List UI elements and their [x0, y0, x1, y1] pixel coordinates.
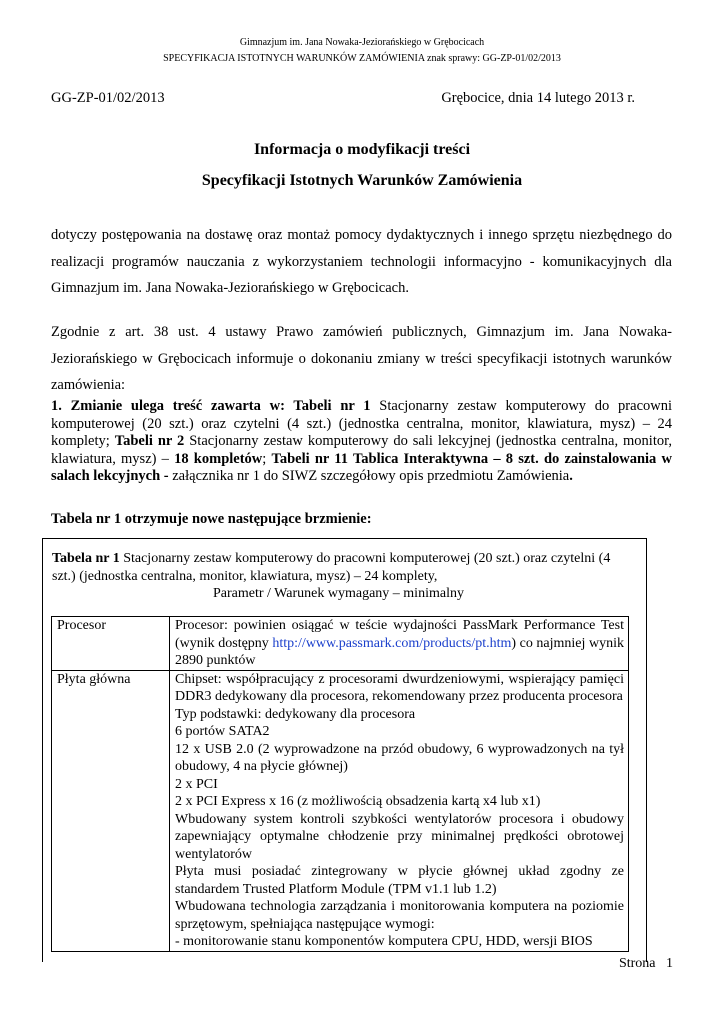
intro-paragraph: dotyczy postępowania na dostawę oraz montaż pomocy dydaktycznych i innego sprzętu niezbędnego do realizacji programów nauczania z wykorzystaniem technologii informacyjno - komunikacyjnych dla Gimnazjum im. Jana Nowaka-Jeziorańskiego w Grębocicach. — [51, 227, 672, 296]
reference-number: GG-ZP-01/02/2013 — [51, 90, 165, 106]
spec-line: Wbudowany system kontroli szybkości wentylatorów procesora i obudowy zapewniający optymalne chłodzenie przy minimalnej prędkości obrotowej wentylatorów — [175, 811, 624, 862]
spec-line: - monitorowanie stanu komponentów komputera CPU, HDD, wersji BIOS — [175, 934, 593, 949]
table-row — [52, 670, 629, 951]
row-value — [170, 617, 629, 671]
row-value — [170, 670, 629, 951]
table-caption — [52, 550, 625, 603]
spec-line: Płyta musi posiadać zintegrowany w płycie głównej układ zgodny ze standardem Trusted Platform Module (TPM v1.1 lub 1.2) — [175, 864, 624, 897]
change-bold-1: 18 kompletów — [174, 450, 263, 467]
spec-table-frame — [42, 538, 647, 962]
page-number: 1 — [666, 956, 673, 971]
spec-line: Chipset: współpracujący z procesorami dwurdzeniowymi, wspierający pamięci DDR3 dedykowany dla procesora, rekomendowany przez producenta procesora — [175, 671, 624, 704]
change-text-3: ; — [262, 450, 272, 467]
document-title: Informacja o modyfikacji treści — [253, 141, 471, 158]
header-school: Gimnazjum im. Jana Nowaka-Jeziorańskiego w Grębocicach — [239, 37, 485, 48]
header-spec: SPECYFIKACJA ISTOTNYCH WARUNKÓW ZAMÓWIENIA znak sprawy: GG-ZP-01/02/2013 — [163, 53, 561, 64]
spec-line: 2 x PCI Express x 16 (z możliwością obsadzenia kartą x4 lub x1) — [175, 794, 541, 809]
change-table2-label: Tabeli nr 2 — [114, 433, 185, 449]
table-heading: Tabela nr 1 otrzymuje nowe następujące brzmienie: — [51, 511, 372, 527]
change-lead: 1. Zmianie ulega treść zawarta w: Tabeli nr 1 — [51, 398, 371, 414]
spec-line: 6 portów SATA2 — [175, 724, 270, 739]
row-label: Procesor — [52, 617, 170, 671]
page-label: Strona — [618, 956, 656, 971]
page-footer — [619, 955, 673, 973]
change-text-4: załącznika nr 1 do SIWZ szczegółowy opis przedmiotu Zamówienia — [168, 468, 570, 484]
table-row — [52, 617, 629, 671]
place-date: Grębocice, dnia 14 lutego 2013 r. — [441, 90, 635, 106]
table-caption-label: Tabela nr 1 — [52, 551, 120, 566]
change-text-1: Stacjonarny zestaw komputerowy do pracowni komputerowej (20 szt.) oraz czytelni (4 szt.) (jednostka centralna, monitor, klawiatura, mysz) – 24 komplety; — [51, 398, 673, 449]
processor-text-end: ) co najmniej wynik 2890 punktów — [175, 635, 624, 668]
change-end: . — [569, 468, 573, 484]
change-paragraph — [51, 398, 672, 486]
table-caption-sub: Parametr / Warunek wymagany – minimalny — [213, 586, 464, 601]
spec-line: Typ podstawki: dedykowany dla procesora — [175, 706, 416, 722]
legal-paragraph: Zgodnie z art. 38 ust. 4 ustawy Prawo zamówień publicznych, Gimnazjum im. Jana Nowaka-Jeziorańskiego w Grębocicach informuje o dokonaniu zmiany w treści specyfikacji istotnych warunków zamówienia: — [51, 324, 672, 393]
row-label: Płyta główna — [52, 670, 170, 951]
passmark-link[interactable]: http://www.passmark.com/products/pt.htm — [272, 635, 512, 651]
spec-table — [51, 616, 629, 952]
spec-line: 2 x PCI — [175, 776, 218, 792]
processor-text: Procesor: powinien osiągać w teście wydajności PassMark Performance Test (wynik dostępny — [175, 618, 624, 651]
change-bold-2: Tabeli nr 11 Tablica Interaktywna – 8 szt. do zainstalowania w salach lekcyjnych - — [51, 450, 672, 484]
spec-line: 12 x USB 2.0 (2 wyprowadzone na przód obudowy, 6 wyprowadzonych na tył obudowy, 4 na płycie głównej) — [175, 741, 624, 774]
change-text-2: Stacjonarny zestaw komputerowy do sali lekcyjnej (jednostka centralna, monitor, klawiatura, mysz) – — [51, 433, 672, 467]
table-caption-text: Stacjonarny zestaw komputerowy do pracowni komputerowej (20 szt.) oraz czytelni (4 szt.) (jednostka centralna, monitor, klawiatura, mysz) – 24 komplety, — [52, 551, 611, 584]
document-subtitle: Specyfikacji Istotnych Warunków Zamówienia — [201, 172, 523, 189]
spec-line: Wbudowana technologia zarządzania i monitorowania komputera na poziomie sprzętowym, spełniająca następujące wymogi: — [175, 899, 624, 932]
